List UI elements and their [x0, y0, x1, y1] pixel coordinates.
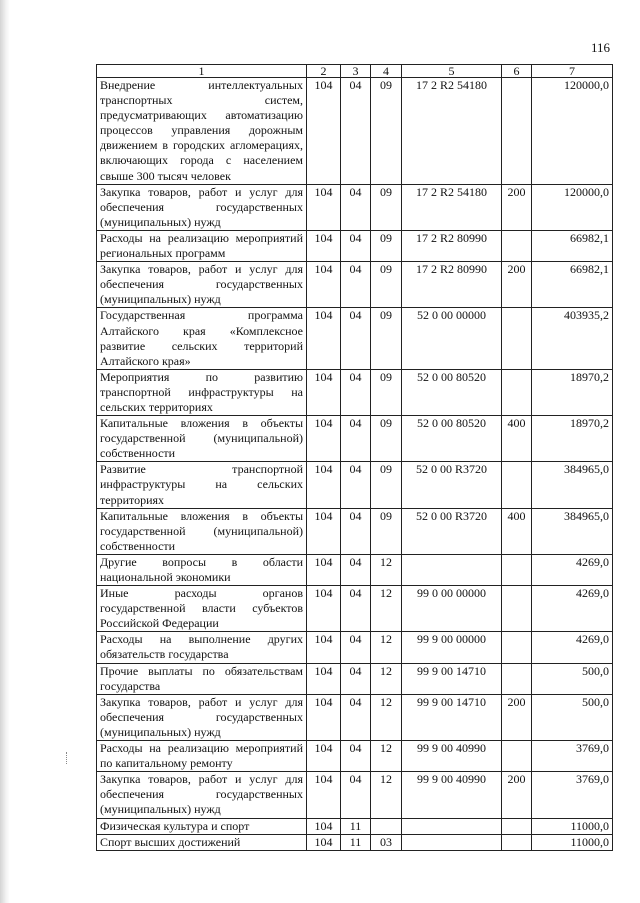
- table-row: [97, 741, 613, 772]
- cell-ministry: 104: [307, 694, 341, 740]
- cell-subsection: 12: [371, 772, 402, 818]
- header-cell-section: 3: [341, 65, 371, 78]
- cell-name: Развитие транспортной инфраструктуры на сельских территориях: [97, 462, 307, 508]
- scan-mark: [66, 752, 70, 764]
- cell-section: 04: [341, 308, 371, 369]
- cell-subsection: 03: [371, 834, 402, 850]
- cell-section: 04: [341, 694, 371, 740]
- cell-section: 04: [341, 416, 371, 462]
- cell-target: 52 0 00 R3720: [402, 462, 502, 508]
- cell-subsection: 09: [371, 184, 402, 230]
- cell-subsection: 12: [371, 663, 402, 694]
- cell-target: 99 9 00 00000: [402, 632, 502, 663]
- cell-name: Расходы на реализацию мероприятий по капитальному ремонту: [97, 741, 307, 772]
- cell-section: 04: [341, 230, 371, 261]
- cell-subsection: 12: [371, 586, 402, 632]
- header-cell-ministry: 2: [307, 65, 341, 78]
- cell-amount: 3769,0: [532, 772, 613, 818]
- cell-name: Капитальные вложения в объекты государственной (муниципальной) собственности: [97, 416, 307, 462]
- cell-ministry: 104: [307, 262, 341, 308]
- table-row: [97, 694, 613, 740]
- table-row: [97, 184, 613, 230]
- page-number: 116: [590, 40, 610, 55]
- header-cell-target: 5: [402, 65, 502, 78]
- cell-ministry: 104: [307, 308, 341, 369]
- cell-subsection: 09: [371, 462, 402, 508]
- cell-ministry: 104: [307, 586, 341, 632]
- cell-name: Другие вопросы в области национальной экономики: [97, 554, 307, 585]
- cell-ministry: 104: [307, 818, 341, 834]
- cell-target: [402, 554, 502, 585]
- cell-target: 52 0 00 R3720: [402, 508, 502, 554]
- cell-subsection: 09: [371, 416, 402, 462]
- cell-expense-type: [502, 78, 532, 185]
- cell-expense-type: [502, 632, 532, 663]
- cell-subsection: 09: [371, 230, 402, 261]
- cell-amount: 66982,1: [532, 230, 613, 261]
- cell-name: Мероприятия по развитию транспортной инфраструктуры на сельских территориях: [97, 369, 307, 415]
- cell-section: 04: [341, 262, 371, 308]
- cell-amount: 120000,0: [532, 78, 613, 185]
- cell-ministry: 104: [307, 416, 341, 462]
- cell-target: 99 9 00 40990: [402, 772, 502, 818]
- cell-subsection: 12: [371, 741, 402, 772]
- cell-target: 52 0 00 00000: [402, 308, 502, 369]
- cell-expense-type: [502, 586, 532, 632]
- cell-subsection: 09: [371, 508, 402, 554]
- cell-amount: 3769,0: [532, 741, 613, 772]
- table-row: [97, 78, 613, 185]
- cell-section: 04: [341, 184, 371, 230]
- cell-ministry: 104: [307, 462, 341, 508]
- cell-section: 04: [341, 663, 371, 694]
- cell-ministry: 104: [307, 369, 341, 415]
- cell-name: Физическая культура и спорт: [97, 818, 307, 834]
- cell-target: 17 2 R2 54180: [402, 184, 502, 230]
- cell-expense-type: 400: [502, 508, 532, 554]
- cell-expense-type: [502, 369, 532, 415]
- cell-section: 04: [341, 741, 371, 772]
- cell-expense-type: [502, 663, 532, 694]
- header-cell-name: 1: [97, 65, 307, 78]
- cell-name: Расходы на выполнение других обязательств государства: [97, 632, 307, 663]
- cell-section: 04: [341, 508, 371, 554]
- cell-expense-type: [502, 741, 532, 772]
- cell-subsection: 09: [371, 78, 402, 185]
- cell-amount: 384965,0: [532, 508, 613, 554]
- cell-ministry: 104: [307, 772, 341, 818]
- cell-section: 04: [341, 462, 371, 508]
- table-row: [97, 772, 613, 818]
- cell-section: 04: [341, 78, 371, 185]
- table-row: [97, 586, 613, 632]
- cell-expense-type: 200: [502, 262, 532, 308]
- cell-ministry: 104: [307, 508, 341, 554]
- table-row: [97, 554, 613, 585]
- cell-amount: 18970,2: [532, 369, 613, 415]
- table-header-row: [97, 65, 613, 78]
- cell-target: 52 0 00 80520: [402, 416, 502, 462]
- table-row: [97, 663, 613, 694]
- table-row: [97, 369, 613, 415]
- scan-edge-shadow: [0, 0, 10, 903]
- cell-name: Закупка товаров, работ и услуг для обеспечения государственных (муниципальных) нужд: [97, 772, 307, 818]
- cell-expense-type: [502, 308, 532, 369]
- cell-amount: 120000,0: [532, 184, 613, 230]
- table-row: [97, 462, 613, 508]
- cell-ministry: 104: [307, 632, 341, 663]
- table-row: [97, 632, 613, 663]
- cell-ministry: 104: [307, 663, 341, 694]
- cell-expense-type: [502, 230, 532, 261]
- cell-subsection: 09: [371, 262, 402, 308]
- header-cell-amount: 7: [532, 65, 613, 78]
- cell-expense-type: 200: [502, 184, 532, 230]
- cell-section: 04: [341, 586, 371, 632]
- cell-name: Государственная программа Алтайского края «Комплексное развитие сельских территорий Алтайского края»: [97, 308, 307, 369]
- cell-ministry: 104: [307, 230, 341, 261]
- cell-name: Капитальные вложения в объекты государственной (муниципальной) собственности: [97, 508, 307, 554]
- cell-subsection: 12: [371, 632, 402, 663]
- cell-amount: 403935,2: [532, 308, 613, 369]
- cell-section: 04: [341, 554, 371, 585]
- cell-ministry: 104: [307, 834, 341, 850]
- budget-table: [96, 64, 613, 851]
- cell-amount: 4269,0: [532, 632, 613, 663]
- table-row: [97, 416, 613, 462]
- cell-section: 04: [341, 772, 371, 818]
- cell-ministry: 104: [307, 184, 341, 230]
- cell-expense-type: 200: [502, 772, 532, 818]
- cell-section: 04: [341, 632, 371, 663]
- cell-target: 17 2 R2 80990: [402, 230, 502, 261]
- table-row: [97, 230, 613, 261]
- table-row: [97, 818, 613, 834]
- cell-expense-type: [502, 462, 532, 508]
- table-row: [97, 308, 613, 369]
- cell-target: 99 9 00 14710: [402, 694, 502, 740]
- table-row: [97, 834, 613, 850]
- cell-target: 17 2 R2 54180: [402, 78, 502, 185]
- cell-subsection: 12: [371, 694, 402, 740]
- cell-expense-type: [502, 834, 532, 850]
- cell-name: Закупка товаров, работ и услуг для обеспечения государственных (муниципальных) нужд: [97, 694, 307, 740]
- cell-target: 17 2 R2 80990: [402, 262, 502, 308]
- cell-expense-type: [502, 818, 532, 834]
- cell-name: Внедрение интеллектуальных транспортных систем, предусматривающих автоматизацию процессов управления дорожным движением в городских агломерациях, включающих города с населением свыше 300 тысяч человек: [97, 78, 307, 185]
- cell-target: [402, 818, 502, 834]
- cell-amount: 500,0: [532, 694, 613, 740]
- cell-section: 11: [341, 818, 371, 834]
- cell-target: 52 0 00 80520: [402, 369, 502, 415]
- cell-ministry: 104: [307, 741, 341, 772]
- cell-subsection: [371, 818, 402, 834]
- cell-amount: 11000,0: [532, 818, 613, 834]
- cell-expense-type: 400: [502, 416, 532, 462]
- cell-name: Прочие выплаты по обязательствам государства: [97, 663, 307, 694]
- cell-name: Иные расходы органов государственной власти субъектов Российской Федерации: [97, 586, 307, 632]
- cell-section: 11: [341, 834, 371, 850]
- cell-amount: 11000,0: [532, 834, 613, 850]
- cell-name: Закупка товаров, работ и услуг для обеспечения государственных (муниципальных) нужд: [97, 184, 307, 230]
- cell-expense-type: [502, 554, 532, 585]
- cell-expense-type: 200: [502, 694, 532, 740]
- cell-amount: 4269,0: [532, 554, 613, 585]
- cell-subsection: 12: [371, 554, 402, 585]
- cell-amount: 500,0: [532, 663, 613, 694]
- cell-target: 99 9 00 40990: [402, 741, 502, 772]
- cell-ministry: 104: [307, 78, 341, 185]
- cell-amount: 66982,1: [532, 262, 613, 308]
- cell-amount: 384965,0: [532, 462, 613, 508]
- cell-name: Расходы на реализацию мероприятий региональных программ: [97, 230, 307, 261]
- cell-section: 04: [341, 369, 371, 415]
- cell-target: 99 9 00 14710: [402, 663, 502, 694]
- cell-target: 99 0 00 00000: [402, 586, 502, 632]
- header-cell-expense-type: 6: [502, 65, 532, 78]
- cell-amount: 18970,2: [532, 416, 613, 462]
- cell-subsection: 09: [371, 308, 402, 369]
- cell-name: Закупка товаров, работ и услуг для обеспечения государственных (муниципальных) нужд: [97, 262, 307, 308]
- cell-amount: 4269,0: [532, 586, 613, 632]
- table-row: [97, 262, 613, 308]
- cell-subsection: 09: [371, 369, 402, 415]
- cell-target: [402, 834, 502, 850]
- cell-name: Спорт высших достижений: [97, 834, 307, 850]
- cell-ministry: 104: [307, 554, 341, 585]
- table-row: [97, 508, 613, 554]
- header-cell-subsection: 4: [371, 65, 402, 78]
